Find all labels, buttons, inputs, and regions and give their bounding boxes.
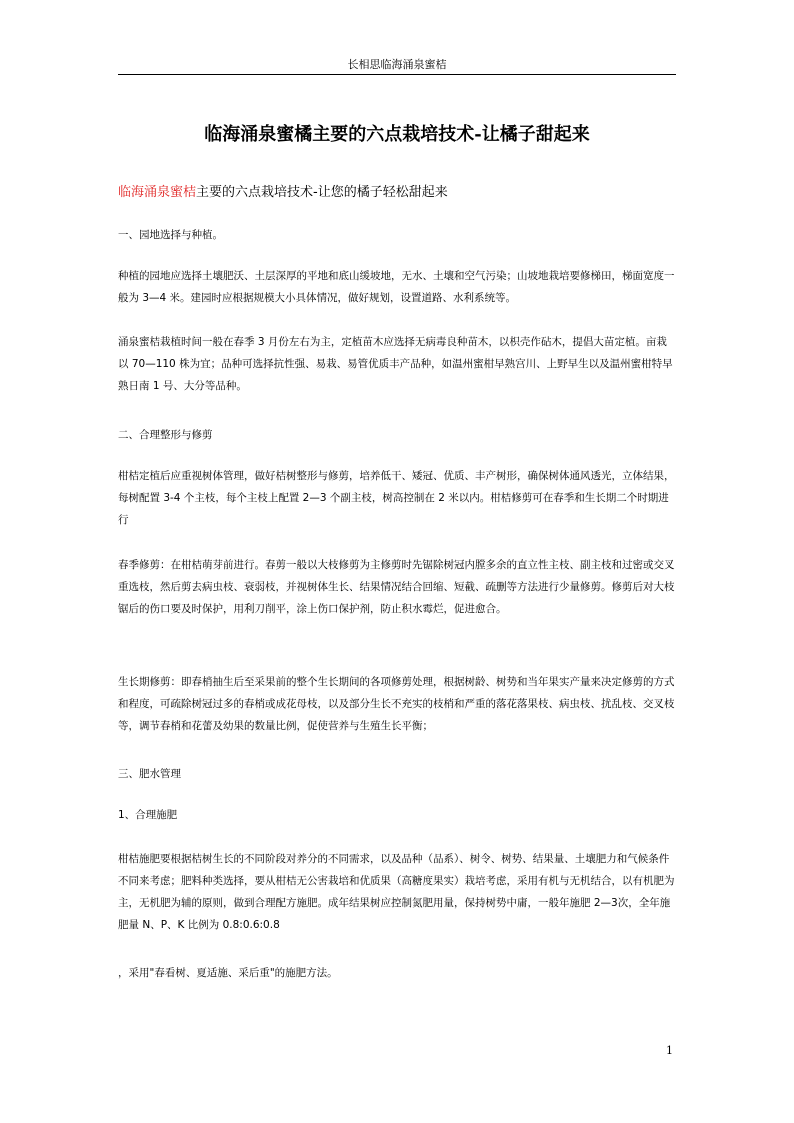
section-2-paragraph-2: 春季修剪：在柑桔萌芽前进行。春剪一般以大枝修剪为主修剪时先锯除树冠内膛多余的直立性主枝、副主枝和过密或交叉重选枝，然后剪去病虫枝、衰弱枝，并视树体生长、结果情况结合回缩、短截、疏删等方法进行少量修剪。修剪后对大枝锯后的伤口要及时保护，用利刀削平，涂上伤口保护剂，防止积水霉烂，促进愈合。 [118, 559, 675, 615]
page-number: 1 [666, 1044, 673, 1057]
section-2-heading: 二、合理整形与修剪 [118, 429, 213, 441]
section-2-paragraph-3: 生长期修剪：即春梢抽生后至采果前的整个生长期间的各项修剪处理，根据树龄、树势和当年果实产量来决定修剪的方式和程度，可疏除树冠过多的春梢或成花母枝，以及部分生长不充实的枝梢和严重的落花落果枝、病虫枝、扰乱枝、交叉枝等，调节春梢和花蕾及幼果的数量比例，促使营养与生殖生长平衡； [118, 676, 675, 732]
section-2-paragraph-1: 柑桔定植后应重视树体管理，做好桔树整形与修剪，培养低干、矮冠、优质、丰产树形，确保树体通风透光，立体结果，每树配置 3-4 个主枝，每个主枝上配置 2—3 个副主枝，树高控制在 2 米以内。柑桔修剪可在春季和生长期二个时期进行 [118, 470, 675, 526]
section-3-paragraph-1: 柑桔施肥要根据桔树生长的不同阶段对养分的不同需求，以及品种（品系）、树令、树势、结果量、土壤肥力和气候条件不同来考虑；肥料种类选择，要从柑桔无公害栽培和优质果（高糖度果实）栽培考虑，采用有机与无机结合，以有机肥为主，无机肥为辅的原则，做到合理配方施肥。成年结果树应控制氮肥用量，保持树势中庸，一般年施肥 2—3次，全年施肥量 N、P、K 比例为 0.8:0.6:0.8 [118, 853, 675, 931]
section-1-paragraph-1: 种植的园地应选择土壤肥沃、土层深厚的平地和底山缓坡地，无水、土壤和空气污染；山坡地栽培要修梯田，梯面宽度一般为 3—4 米。建园时应根据规模大小具体情况，做好规划，设置道路、水利系统等。 [118, 270, 675, 304]
document-subtitle [118, 181, 676, 200]
document-title: 临海涌泉蜜橘主要的六点栽培技术-让橘子甜起来 [204, 124, 590, 145]
running-header: 长相思临海涌泉蜜桔 [347, 58, 447, 71]
section-1-heading: 一、园地选择与种植。 [118, 229, 223, 241]
section-3-heading: 三、肥水管理 [118, 768, 181, 780]
section-1-paragraph-2: 涌泉蜜桔栽植时间一般在春季 3 月份左右为主，定植苗木应选择无病毒良种苗木，以枳壳作砧木，提倡大苗定植。亩栽以 70—110 株为宜；品种可选择抗性强、易栽、易管优质丰产品种，如温州蜜柑早熟宫川、上野早生以及温州蜜柑特早熟日南 1 号、大分等品种。 [118, 336, 673, 392]
section-3-paragraph-2: ，采用"春看树、夏适施、采后重"的施肥方法。 [118, 967, 338, 979]
section-3-subheading: 1、合理施肥 [118, 809, 178, 821]
header-divider [118, 74, 676, 75]
subtitle-text: 主要的六点栽培技术-让您的橘子轻松甜起来 [196, 185, 448, 200]
subtitle-highlight-link[interactable]: 临海涌泉蜜桔 [118, 185, 197, 200]
